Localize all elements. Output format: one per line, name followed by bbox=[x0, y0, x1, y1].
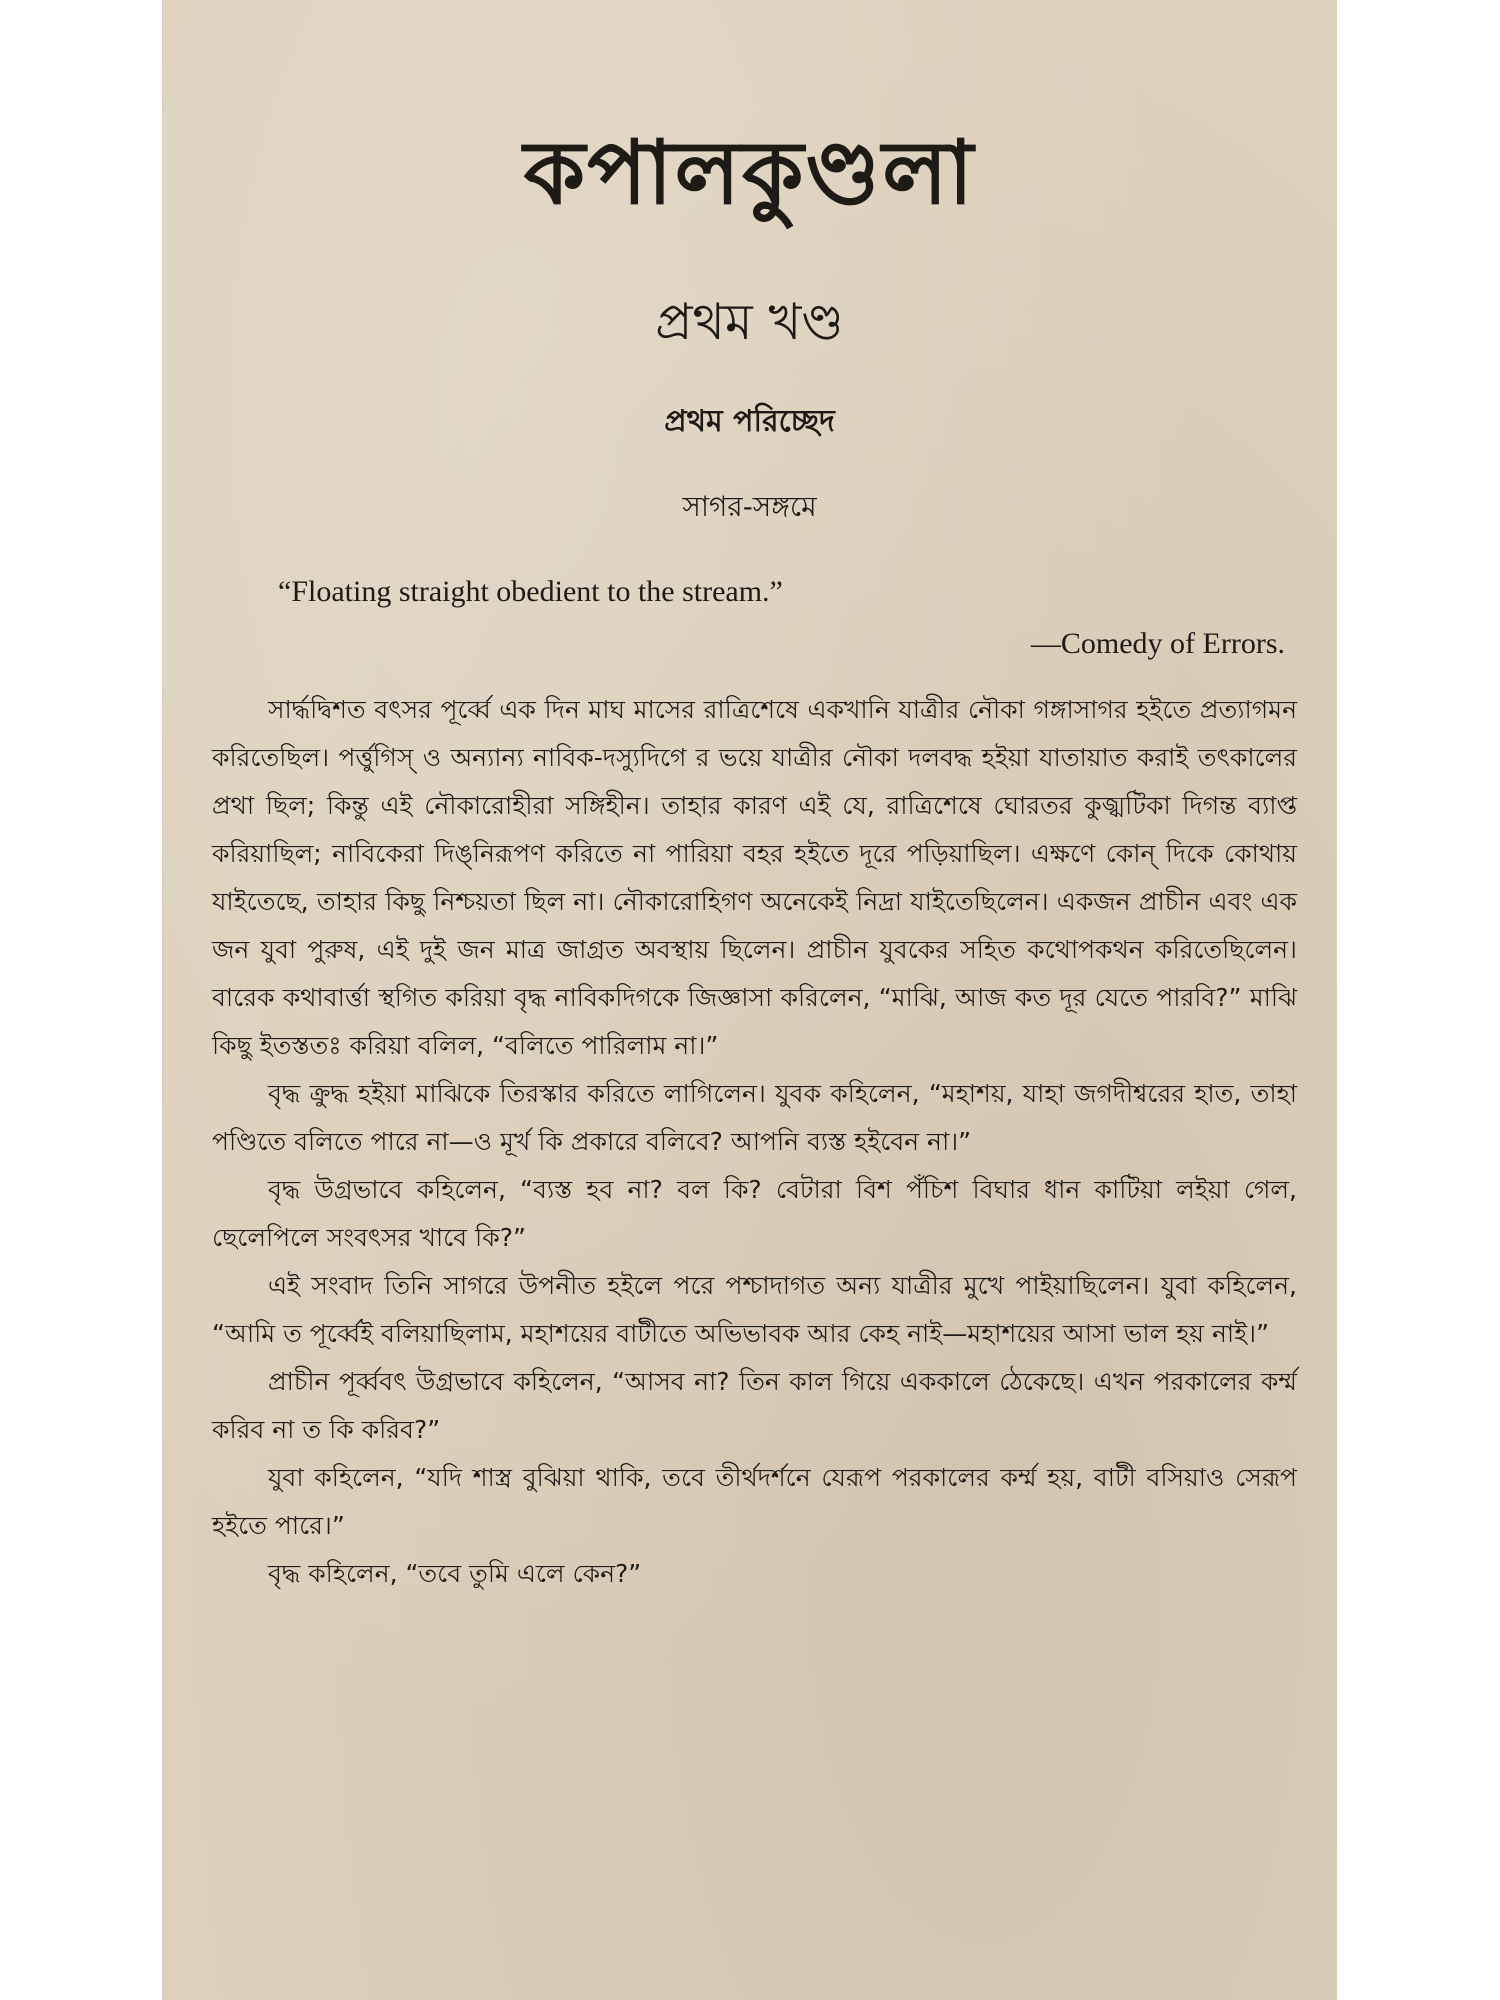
paragraph: বৃদ্ধ কহিলেন, “তবে তুমি এলে কেন?” bbox=[268, 1559, 642, 1588]
epigraph-source: —Comedy of Errors. bbox=[1030, 627, 1285, 660]
paragraph: বৃদ্ধ উগ্রভাবে কহিলেন, “ব্যস্ত হব না? বল কি? বেটারা বিশ পঁচিশ বিঘার ধান কাটিয়া লইয়া গেল, ছেলেপিলে সংবৎসর খাবে কি?” bbox=[212, 1175, 1297, 1252]
epigraph-quote: “Floating straight obedient to the stream.” bbox=[278, 575, 783, 608]
book-title: কপালকুণ্ডলা bbox=[523, 121, 976, 224]
paragraph: সার্দ্ধদ্বিশত বৎসর পূর্ব্বে এক দিন মাঘ মাসের রাত্রিশেষে একখানি যাত্রীর নৌকা গঙ্গাসাগর হইতে প্রত্যাগমন করিতেছিল। পর্ত্তুগিস্‌ ও অন্যান্য নাবিক-দস্যুদিগে র ভয়ে যাত্রীর নৌকা দলবদ্ধ হইয়া যাতায়াত করাই তৎকালের প্রথা ছিল; কিন্তু এই নৌকারোহীরা সঙ্গিহীন। তাহার কারণ এই যে, রাত্রিশেষে ঘোরতর কুজ্ঝটিকা দিগন্ত ব্যাপ্ত করিয়াছিল; নাবিকেরা দিঙ্‌নিরূপণ করিতে না পারিয়া বহর হইতে দূরে পড়িয়াছিল। এক্ষণে কোন্‌ দিকে কোথায় যাইতেছে, তাহার কিছু নিশ্চয়তা ছিল না। নৌকারোহিগণ অনেকেই নিদ্রা যাইতেছিলেন। একজন প্রাচীন এবং এক জন যুবা পুরুষ, এই দুই জন মাত্র জাগ্রত অবস্থায় ছিলেন। প্রাচীন যুবকের সহিত কথোপকথন করিতেছিলেন। বারেক কথাবার্ত্তা স্থগিত করিয়া বৃদ্ধ নাবিকদিগকে জিজ্ঞাসা করিলেন, “মাঝি, আজ কত দূর যেতে পারবি?” মাঝি কিছু ইতস্ততঃ করিয়া বলিল, “বলিতে পারিলাম না।” bbox=[212, 695, 1297, 1060]
chapter-subtitle: সাগর-সঙ্গমে bbox=[682, 490, 817, 523]
chapter-title: প্রথম পরিচ্ছেদ bbox=[664, 404, 835, 439]
paragraph: প্রাচীন পূর্ব্ববৎ উগ্রভাবে কহিলেন, “আসব না? তিন কাল গিয়ে এককালে ঠেকেছে। এখন পরকালের কর্ম্ম করিব না ত কি করিব?” bbox=[212, 1367, 1297, 1444]
part-title: প্রথম খণ্ড bbox=[655, 293, 844, 351]
book-page bbox=[162, 0, 1337, 2000]
paragraph: যুবা কহিলেন, “যদি শাস্ত্র বুঝিয়া থাকি, তবে তীর্থদর্শনে যেরূপ পরকালের কর্ম্ম হয়, বাটী বসিয়াও সেরূপ হইতে পারে।” bbox=[212, 1463, 1297, 1540]
paragraph: বৃদ্ধ ক্রুদ্ধ হইয়া মাঝিকে তিরস্কার করিতে লাগিলেন। যুবক কহিলেন, “মহাশয়, যাহা জগদীশ্বরের হাত, তাহা পণ্ডিতে বলিতে পারে না—ও মূর্খ কি প্রকারে বলিবে? আপনি ব্যস্ত হইবেন না।” bbox=[212, 1079, 1297, 1156]
chapter-body bbox=[212, 686, 1297, 1598]
paragraph: এই সংবাদ তিনি সাগরে উপনীত হইলে পরে পশ্চাদাগত অন্য যাত্রীর মুখে পাইয়াছিলেন। যুবা কহিলেন, “আমি ত পূর্ব্বেই বলিয়াছিলাম, মহাশয়ের বাটীতে অভিভাবক আর কেহ নাই—মহাশয়ের আসা ভাল হয় নাই।” bbox=[212, 1271, 1297, 1348]
